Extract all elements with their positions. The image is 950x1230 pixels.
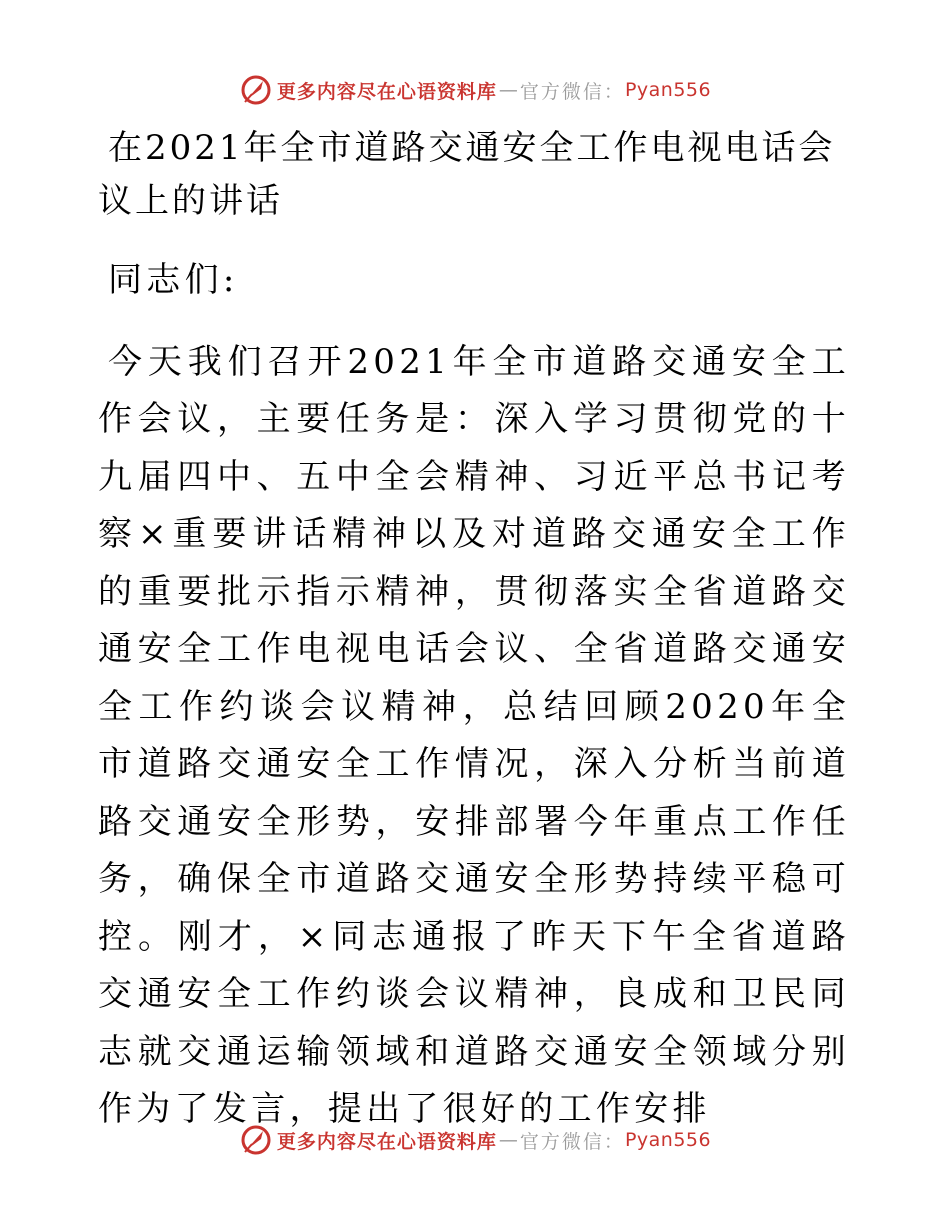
greeting: 同志们:	[108, 260, 239, 300]
feather-logo-icon	[239, 73, 273, 107]
watermark-text: 更多内容尽在心语资料库	[276, 80, 497, 103]
watermark-id: Pyan556	[624, 79, 712, 101]
footer-watermark	[0, 1120, 950, 1160]
watermark-id: Pyan556	[624, 1129, 712, 1151]
watermark-label: 官方微信：	[519, 1130, 625, 1153]
watermark-text: 更多内容尽在心语资料库	[276, 1130, 497, 1153]
watermark-label: 官方微信：	[519, 80, 625, 103]
document-title: 在2021年全市道路交通安全工作电视电话会议上的讲话	[98, 128, 836, 221]
document-body	[98, 122, 850, 1139]
watermark-dash: —	[498, 1129, 518, 1151]
header-watermark	[0, 70, 950, 110]
watermark-dash: —	[498, 79, 518, 101]
feather-logo-icon	[239, 1123, 273, 1157]
body-paragraph: 今天我们召开2021年全市道路交通安全工作会议，主要任务是：深入学习贯彻党的十九届四中、五中全会精神、习近平总书记考察×重要讲话精神以及对道路交通安全工作的重要批示指示精神，贯彻落实全省道路交通安全工作电视电话会议、全省道路交通安全工作约谈会议精神，总结回顾2020年全市道路交通安全工作情况，深入分析当前道路交通安全形势，安排部署今年重点工作任务，确保全市道路交通安全形势持续平稳可控。刚才，×同志通报了昨天下午全省道路交通安全工作约谈会议精神，良成和卫民同志就交通运输领域和道路交通安全领域分别作为了发言，提出了很好的工作安排	[98, 341, 850, 1129]
